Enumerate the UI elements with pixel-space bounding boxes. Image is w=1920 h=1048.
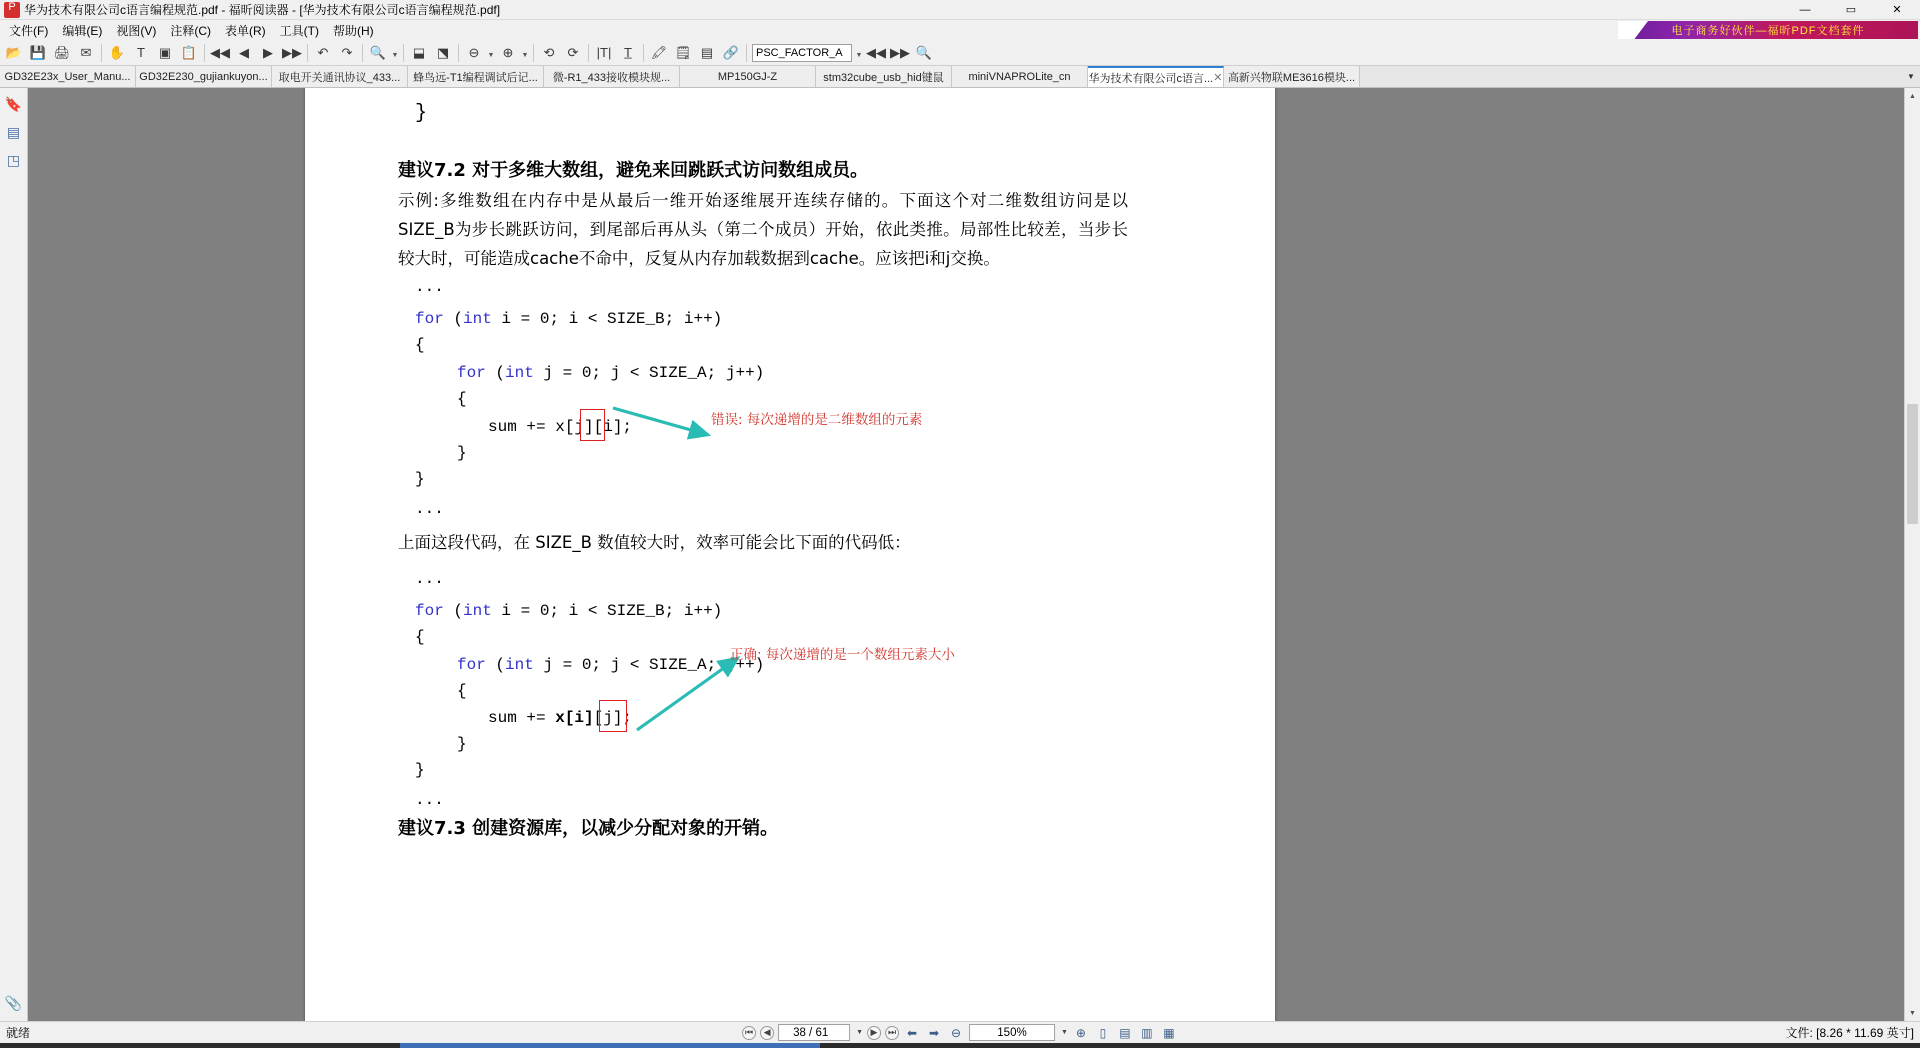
find-next-icon[interactable]: ▶▶ bbox=[890, 44, 910, 60]
view-single-page-icon[interactable]: ▯ bbox=[1099, 1025, 1107, 1040]
menu-tools[interactable]: 工具(T) bbox=[279, 23, 319, 38]
document-tabstrip bbox=[0, 66, 1920, 88]
annotation-text-error: 错误: 每次递增的是二维数组的元素 bbox=[711, 412, 923, 428]
tab-label: 取电开关通讯协议_433... bbox=[278, 71, 401, 84]
scroll-up-arrow-icon[interactable]: ▲ bbox=[1905, 88, 1920, 104]
tabstrip-overflow-chevron-down-icon[interactable]: ▼ bbox=[1902, 66, 1920, 87]
taskbar-sliver bbox=[0, 1043, 1920, 1048]
section-heading-7-3: 建议7.3 创建资源库，以减少分配对象的开销。 bbox=[398, 818, 779, 839]
annotation-rectangle-2[interactable] bbox=[599, 700, 627, 732]
save-icon[interactable]: 💾 bbox=[29, 44, 47, 60]
tab-label: GD32E230_gujiankuyon... bbox=[139, 70, 268, 83]
main-toolbar bbox=[0, 40, 1920, 66]
rotate-right-icon[interactable]: ⟳ bbox=[567, 44, 579, 60]
undo-icon[interactable]: ↶ bbox=[317, 44, 329, 60]
last-page-icon[interactable]: ▶▶ bbox=[282, 44, 302, 60]
scrollbar-track[interactable] bbox=[1905, 524, 1920, 1005]
highlight-icon[interactable]: 🖍 bbox=[650, 44, 668, 60]
status-next-page-button[interactable]: ▶ bbox=[867, 1026, 881, 1040]
tab-gaoxinxing-me3616[interactable] bbox=[1224, 66, 1360, 87]
status-zoom-in-icon[interactable]: ⊕ bbox=[1075, 1025, 1086, 1040]
tab-label: 微-R1_433接收模块规... bbox=[552, 71, 671, 84]
zoom-tool-chevron-down-icon[interactable]: ▼ bbox=[391, 51, 399, 59]
code-line: { bbox=[457, 682, 467, 700]
annotation-text-correct: 正确: 每次递增的是一个数组元素大小 bbox=[730, 647, 955, 663]
tab-gd32e230-gujiankuyon[interactable] bbox=[136, 66, 272, 87]
page-navigation-group bbox=[742, 1024, 1178, 1041]
next-page-icon[interactable]: ▶ bbox=[263, 44, 273, 60]
toolbar-separator bbox=[403, 44, 404, 62]
prev-page-icon[interactable]: ◀ bbox=[239, 44, 249, 60]
promo-ribbon-icon bbox=[1618, 21, 1648, 39]
search-chevron-down-icon[interactable]: ▼ bbox=[855, 51, 863, 59]
workspace bbox=[0, 88, 1920, 1021]
status-zoom-out-icon[interactable]: ⊖ bbox=[950, 1025, 962, 1040]
toolbar-separator bbox=[204, 44, 205, 62]
file-info-text: 文件: [8.26 * 11.69 英寸] bbox=[1785, 1026, 1914, 1040]
zoom-out-icon[interactable]: ⊖ bbox=[468, 44, 480, 60]
taskbar-active-item[interactable] bbox=[400, 1043, 820, 1048]
toolbar-separator bbox=[533, 44, 534, 62]
page-chevron-down-icon[interactable]: ▼ bbox=[856, 1029, 863, 1036]
status-back-icon[interactable]: ⬅ bbox=[906, 1025, 918, 1040]
tab-label: 华为技术有限公司c语言... bbox=[1088, 72, 1214, 85]
window-controls bbox=[1782, 0, 1920, 20]
toolbar-separator bbox=[588, 44, 589, 62]
zoom-chevron-down-icon[interactable]: ▼ bbox=[1061, 1029, 1068, 1036]
toolbar-separator bbox=[643, 44, 644, 62]
hand-tool-icon[interactable]: ✋ bbox=[108, 44, 126, 60]
annotation-arrow-2 bbox=[627, 648, 947, 758]
tab-label: stm32cube_usb_hid键鼠 bbox=[823, 71, 944, 84]
app-icon bbox=[4, 2, 20, 18]
tab-minivnaprolite-cn[interactable] bbox=[952, 66, 1088, 87]
view-facing-icon[interactable]: ▥ bbox=[1141, 1025, 1153, 1040]
print-icon[interactable]: 🖨 bbox=[53, 44, 71, 60]
layers-panel-icon[interactable]: ◳ bbox=[6, 151, 21, 168]
zoom-in-icon[interactable]: ⊕ bbox=[502, 44, 514, 60]
fit-page-icon[interactable]: ⬓ bbox=[412, 44, 426, 60]
tab-label: GD32E23x_User_Manu... bbox=[4, 70, 131, 83]
redo-icon[interactable]: ↷ bbox=[341, 44, 353, 60]
code-line: for (int j = 0; j < SIZE_A; j++) bbox=[457, 656, 765, 674]
tab-huawei-c-spec[interactable] bbox=[1088, 66, 1224, 87]
status-last-page-button[interactable]: ⏭ bbox=[885, 1026, 899, 1040]
code-line: sum += x[j][i]; bbox=[488, 418, 633, 436]
paragraph-example-1: 示例:多维数组在内存中是从最后一维开始逐维展开连续存储的。下面这个对二维数组访问是以SIZE_B为步长跳跃访问，到尾部后再从头（第二个成员）开始，依此类推。局部性比较差，当步长较大时，可能造成cache不命中，反复从内存加载数据到cache。应该把i和j交换。 bbox=[398, 191, 1128, 268]
toolbar-separator bbox=[362, 44, 363, 62]
code-line: } bbox=[415, 761, 425, 779]
document-viewport[interactable] bbox=[28, 88, 1904, 1021]
code-line: } bbox=[415, 470, 425, 488]
text-box-icon[interactable]: |T| bbox=[596, 45, 612, 60]
toolbar-separator bbox=[458, 44, 459, 62]
tab-close-icon[interactable]: ✕ bbox=[1213, 72, 1223, 84]
tab-wei-r1-433[interactable] bbox=[544, 66, 680, 87]
tab-fengniao-t1[interactable] bbox=[408, 66, 544, 87]
section-heading-7-2: 建议7.2 对于多维大数组，避免来回跳跃式访问数组成员。 bbox=[398, 160, 869, 181]
code-line: { bbox=[415, 336, 425, 354]
code-line: ... bbox=[415, 500, 444, 518]
promo-text: 电子商务好伙伴—福昕PDF文档套件 bbox=[1671, 25, 1865, 37]
link-icon[interactable]: 🔗 bbox=[722, 44, 740, 60]
minimize-button[interactable]: — bbox=[1799, 3, 1811, 16]
code-line: { bbox=[415, 628, 425, 646]
thumbnails-panel-icon[interactable]: ▤ bbox=[6, 123, 21, 140]
pdf-page-content bbox=[305, 88, 1275, 1021]
maximize-button[interactable]: ▭ bbox=[1845, 4, 1857, 16]
toolbar-separator bbox=[746, 44, 747, 62]
snapshot-icon[interactable]: ▣ bbox=[158, 44, 172, 60]
zoom-tool-icon[interactable]: 🔍 bbox=[369, 44, 387, 60]
menu-bar bbox=[0, 20, 1920, 40]
tab-label: 高新兴物联ME3616模块... bbox=[1227, 71, 1356, 84]
status-prev-page-button[interactable]: ◀ bbox=[760, 1026, 774, 1040]
paragraph-example-2: 上面这段代码，在 SIZE_B 数值较大时，效率可能会比下面的代码低： bbox=[398, 533, 911, 552]
close-button[interactable]: ✕ bbox=[1892, 4, 1902, 16]
status-bar bbox=[0, 1021, 1920, 1043]
tab-stm32cube-usb-hid[interactable] bbox=[816, 66, 952, 87]
fit-width-icon[interactable]: ⬔ bbox=[436, 44, 450, 60]
code-line: for (int i = 0; i < SIZE_B; i++) bbox=[415, 602, 723, 620]
code-line: for (int i = 0; i < SIZE_B; i++) bbox=[415, 310, 723, 328]
view-facing-continuous-icon[interactable]: ▦ bbox=[1163, 1025, 1175, 1040]
code-line: ... bbox=[415, 278, 444, 296]
search-input[interactable]: PSC_FACTOR_A bbox=[752, 44, 852, 62]
menu-view[interactable]: 视图(V) bbox=[116, 23, 157, 38]
toolbar-separator bbox=[101, 44, 102, 62]
zoom-level-input[interactable]: 150% bbox=[969, 1024, 1055, 1041]
status-first-page-button[interactable]: ⏮ bbox=[742, 1026, 756, 1040]
tab-label: 蜂鸟远-T1编程调试后记... bbox=[413, 71, 538, 84]
tab-gd32e23x-user-manual[interactable] bbox=[0, 66, 136, 87]
email-icon[interactable]: ✉ bbox=[80, 44, 92, 60]
code-line: } bbox=[457, 444, 467, 462]
status-text: 就绪 bbox=[6, 1026, 31, 1040]
code-brace-top: } bbox=[415, 102, 428, 125]
code-line: ... bbox=[415, 791, 444, 809]
first-page-icon[interactable]: ◀◀ bbox=[210, 44, 230, 60]
menu-edit[interactable]: 编辑(E) bbox=[62, 23, 103, 38]
zoom-in-chevron-down-icon[interactable]: ▼ bbox=[521, 51, 529, 59]
pdf-page bbox=[305, 88, 1275, 1021]
clipboard-icon[interactable]: 📋 bbox=[180, 44, 198, 60]
code-line: { bbox=[457, 390, 467, 408]
bookmarks-panel-icon[interactable]: 🔖 bbox=[4, 95, 23, 112]
navigation-panel-rail bbox=[0, 88, 28, 1021]
tab-label: MP150GJ-Z bbox=[717, 70, 778, 83]
annotation-rectangle-1[interactable] bbox=[580, 409, 605, 441]
scroll-down-arrow-icon[interactable]: ▼ bbox=[1905, 1005, 1920, 1021]
select-text-icon[interactable]: T bbox=[137, 45, 145, 60]
find-prev-icon[interactable]: ◀◀ bbox=[866, 44, 886, 60]
tab-qudian-switch-protocol[interactable] bbox=[272, 66, 408, 87]
promo-banner[interactable] bbox=[1618, 21, 1918, 39]
menu-form[interactable]: 表单(R) bbox=[225, 23, 266, 38]
typewriter-icon[interactable]: T̲ bbox=[624, 45, 632, 60]
status-forward-icon[interactable]: ➡ bbox=[928, 1025, 940, 1040]
stamp-icon[interactable]: ▤ bbox=[700, 44, 714, 60]
code-line: } bbox=[457, 735, 467, 753]
code-line: sum += x[i][j]; bbox=[488, 709, 633, 727]
scrollbar-thumb[interactable] bbox=[1907, 404, 1918, 524]
toolbar-separator bbox=[307, 44, 308, 62]
page-number-input[interactable]: 38 / 61 bbox=[778, 1024, 850, 1041]
code-line: for (int j = 0; j < SIZE_A; j++) bbox=[457, 364, 765, 382]
tab-label: miniVNAPROLite_cn bbox=[968, 70, 1071, 83]
note-icon[interactable]: 🗒 bbox=[674, 44, 692, 60]
view-continuous-icon[interactable]: ▤ bbox=[1119, 1025, 1131, 1040]
search-icon[interactable]: 🔍 bbox=[915, 44, 933, 60]
menu-file[interactable]: 文件(F) bbox=[9, 23, 49, 38]
zoom-out-chevron-down-icon[interactable]: ▼ bbox=[487, 51, 495, 59]
menu-help[interactable]: 帮助(H) bbox=[333, 23, 374, 38]
tab-mp150gj-z[interactable] bbox=[680, 66, 816, 87]
vertical-scrollbar[interactable] bbox=[1904, 88, 1920, 1021]
menu-comment[interactable]: 注释(C) bbox=[170, 23, 211, 38]
rotate-left-icon[interactable]: ⟲ bbox=[543, 44, 555, 60]
window-title: 华为技术有限公司c语言编程规范.pdf - 福昕阅读器 - [华为技术有限公司c语言编程规范.pdf] bbox=[24, 3, 501, 17]
code-line: ... bbox=[415, 570, 444, 588]
title-bar bbox=[0, 0, 1920, 20]
attachments-panel-icon[interactable]: 📎 bbox=[4, 994, 23, 1011]
open-file-icon[interactable]: 📂 bbox=[5, 44, 23, 60]
